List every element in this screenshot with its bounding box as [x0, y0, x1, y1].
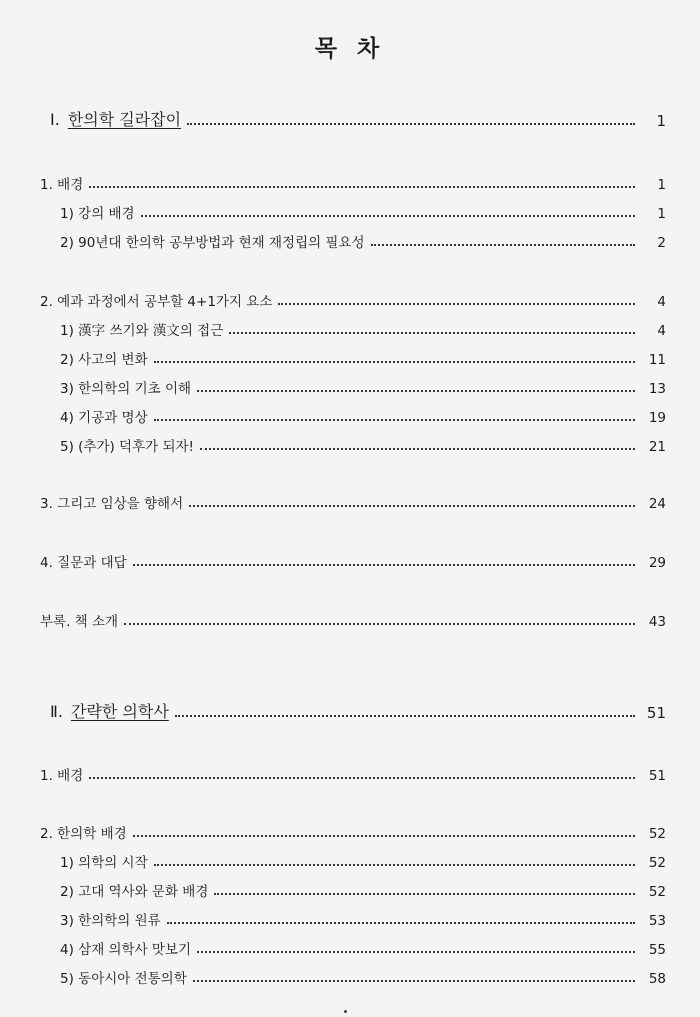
toc-subsection[interactable] — [0, 225, 700, 251]
toc-subsection[interactable] — [0, 874, 700, 900]
toc-subsection[interactable] — [0, 196, 700, 222]
toc-section[interactable] — [0, 284, 700, 310]
toc-subsection[interactable] — [0, 903, 700, 929]
toc-subsection-label: 3) 한의학의 원류 — [60, 913, 161, 929]
leader-dots — [175, 715, 635, 717]
leader-dots — [193, 980, 635, 982]
toc-section-label: 3. 그리고 임상을 향해서 — [40, 496, 184, 512]
toc-subsection[interactable] — [0, 429, 700, 455]
leader-dots — [89, 777, 635, 779]
toc-part-label: Ⅰ. 한의학 길라잡이 — [50, 110, 182, 129]
page-number: 2 — [657, 235, 666, 251]
page-mark — [344, 1010, 347, 1013]
toc-subsection[interactable] — [0, 961, 700, 987]
toc-subsection-label: 3) 한의학의 기초 이해 — [60, 381, 192, 397]
leader-dots — [371, 244, 635, 246]
leader-dots — [197, 390, 635, 392]
leader-dots — [187, 123, 635, 125]
toc-subsection-label: 1) 강의 배경 — [60, 206, 135, 222]
toc-section[interactable] — [0, 816, 700, 842]
toc-subsection[interactable] — [0, 400, 700, 426]
toc-subsection[interactable] — [0, 342, 700, 368]
page-title: 목 차 — [314, 36, 386, 62]
toc-section-label: 1. 배경 — [40, 177, 84, 193]
page-number: 13 — [648, 381, 666, 397]
toc-subsection-label: 5) (추가) 덕후가 되자! — [60, 439, 194, 455]
toc-subsection-label: 2) 90년대 한의학 공부방법과 현재 재정립의 필요성 — [60, 235, 365, 251]
page-number: 24 — [648, 496, 666, 512]
leader-dots — [200, 448, 635, 450]
toc-section[interactable] — [0, 167, 700, 193]
page-number: 19 — [648, 410, 666, 426]
toc-part-1[interactable] — [0, 104, 700, 130]
toc-subsection[interactable] — [0, 371, 700, 397]
page-number: 51 — [648, 768, 666, 784]
page-number: 52 — [648, 884, 666, 900]
toc-section-label: 2. 한의학 배경 — [40, 826, 127, 842]
leader-dots — [154, 864, 635, 866]
page-number: 52 — [648, 855, 666, 871]
page-number: 52 — [648, 826, 666, 842]
leader-dots — [167, 922, 635, 924]
toc-subsection-label: 4) 삼재 의학사 맛보기 — [60, 942, 192, 958]
toc-subsection-label: 2) 고대 역사와 문화 배경 — [60, 884, 209, 900]
toc-subsection[interactable] — [0, 845, 700, 871]
toc-section[interactable] — [0, 758, 700, 784]
toc-subsection[interactable] — [0, 932, 700, 958]
leader-dots — [89, 186, 635, 188]
leader-dots — [133, 835, 635, 837]
toc-section-label: 4. 질문과 대답 — [40, 555, 127, 571]
toc-section[interactable] — [0, 545, 700, 571]
leader-dots — [229, 332, 635, 334]
toc-subsection-label: 4) 기공과 명상 — [60, 410, 148, 426]
toc-section-label: 2. 예과 과정에서 공부할 4+1가지 요소 — [40, 294, 273, 310]
page-number: 29 — [648, 555, 666, 571]
toc-part-2[interactable] — [0, 696, 700, 722]
toc-section-label: 부록. 책 소개 — [40, 614, 119, 630]
page-number: 55 — [648, 942, 666, 958]
page-number: 11 — [648, 352, 666, 368]
toc-section-label: 1. 배경 — [40, 768, 84, 784]
page-number: 1 — [657, 206, 666, 222]
leader-dots — [154, 419, 635, 421]
page-number: 1 — [657, 177, 666, 193]
toc-subsection[interactable] — [0, 313, 700, 339]
toc-section[interactable] — [0, 486, 700, 512]
toc-part-label: Ⅱ. 간략한 의학사 — [50, 702, 169, 721]
leader-dots — [133, 564, 635, 566]
toc-subsection-label: 2) 사고의 변화 — [60, 352, 148, 368]
page-number: 4 — [657, 294, 666, 310]
page-number: 43 — [648, 614, 666, 630]
toc-subsection-label: 5) 동아시아 전통의학 — [60, 971, 187, 987]
leader-dots — [278, 303, 635, 305]
leader-dots — [141, 215, 635, 217]
leader-dots — [189, 505, 635, 507]
page-number: 53 — [648, 913, 666, 929]
leader-dots — [214, 893, 635, 895]
page-number: 1 — [656, 112, 666, 130]
leader-dots — [124, 623, 635, 625]
toc-subsection-label: 1) 의학의 시작 — [60, 855, 148, 871]
toc-section[interactable] — [0, 604, 700, 630]
page-number: 51 — [646, 704, 666, 722]
page-number: 58 — [648, 971, 666, 987]
toc-subsection-label: 1) 漢字 쓰기와 漢文의 접근 — [60, 323, 224, 339]
leader-dots — [197, 951, 635, 953]
leader-dots — [154, 361, 635, 363]
page-number: 21 — [648, 439, 666, 455]
page-number: 4 — [657, 323, 666, 339]
